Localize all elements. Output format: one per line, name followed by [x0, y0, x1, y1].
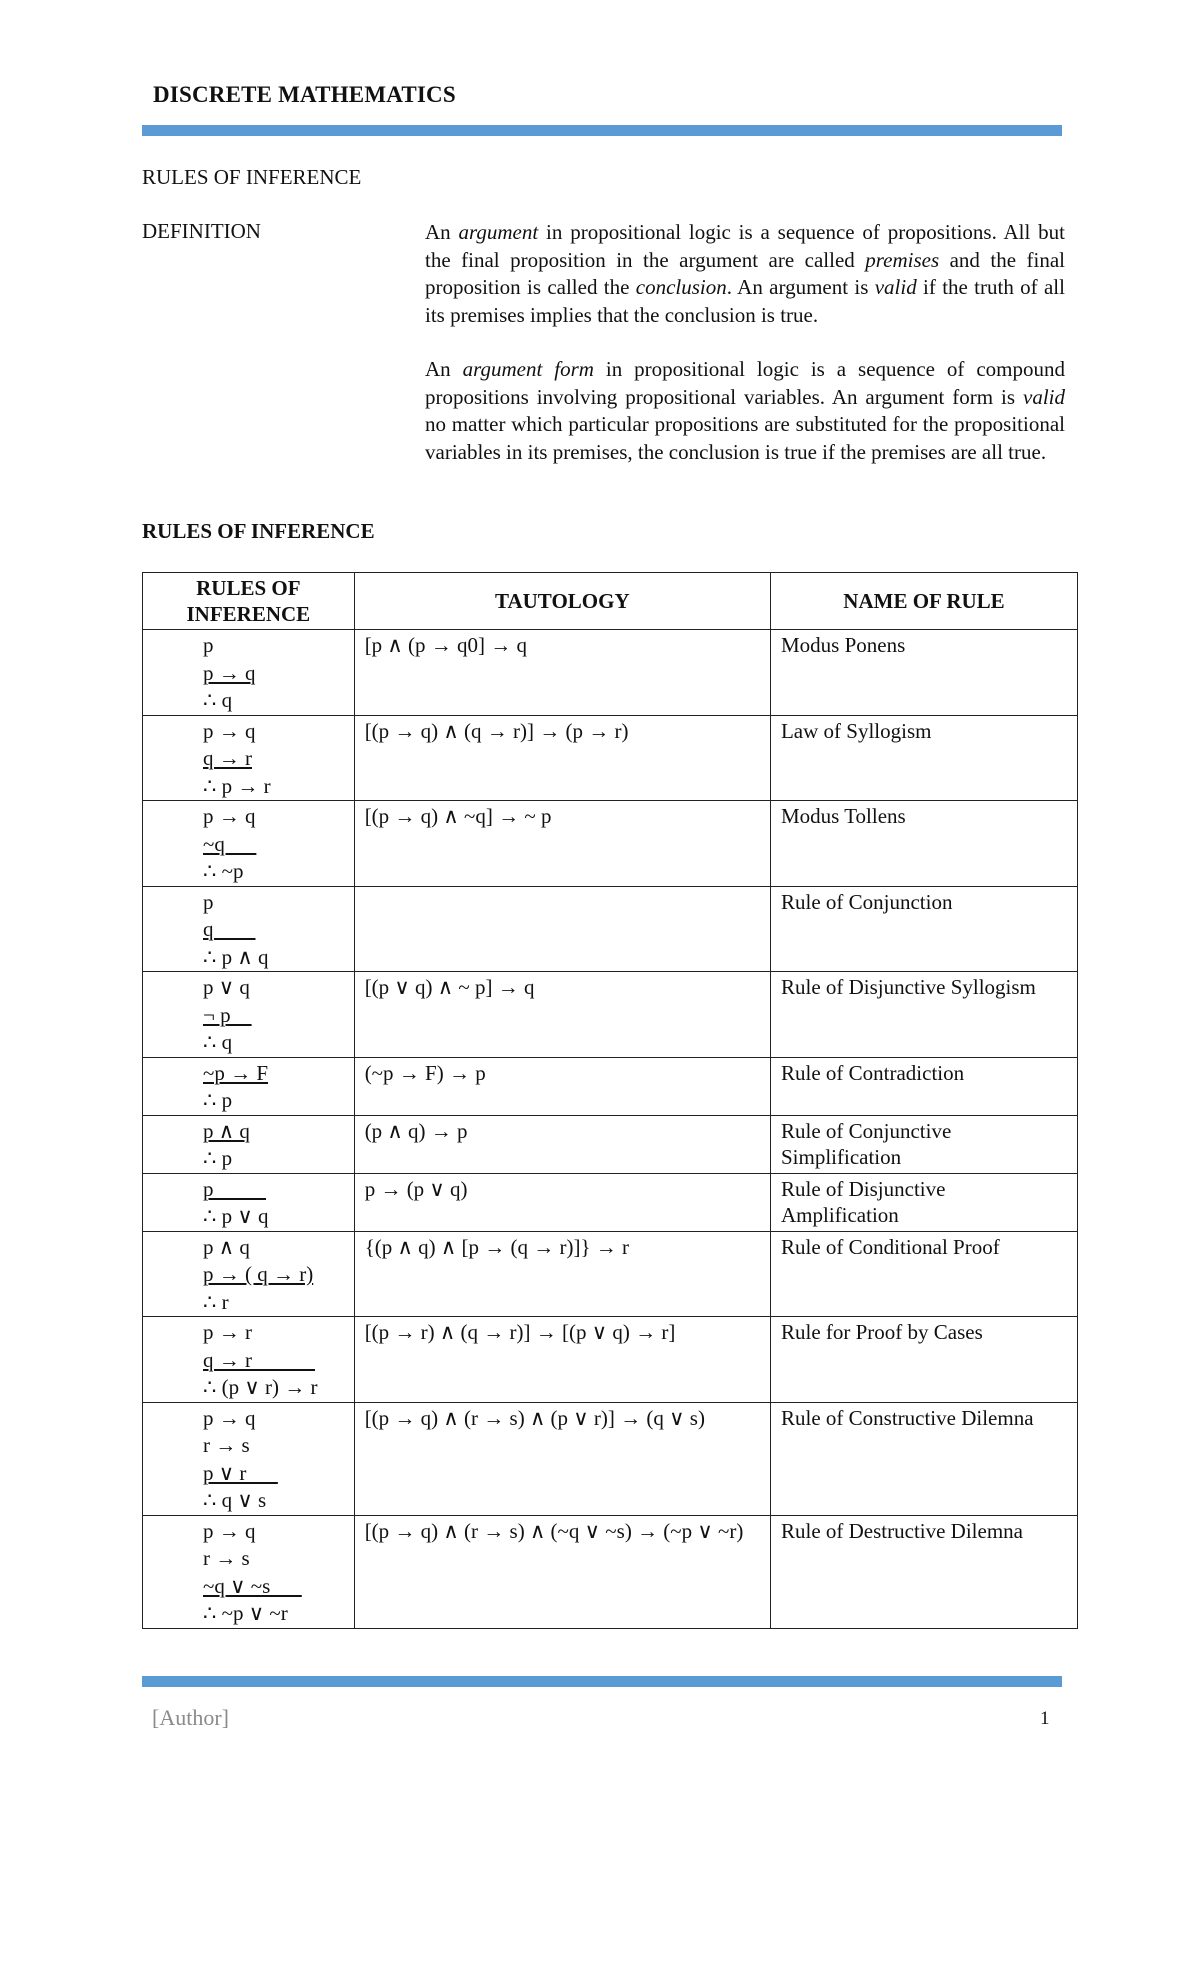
rule-form-cell — [143, 972, 355, 1058]
rule-line: r → s — [203, 1433, 250, 1457]
rule-form-cell — [143, 1115, 355, 1173]
rule-line: p → q — [203, 1405, 256, 1430]
header-name-of-rule: NAME OF RULE — [770, 573, 1077, 630]
rule-name-cell: Rule of Conjunction — [770, 886, 1077, 972]
rule-name-cell: Rule of Contradiction — [770, 1057, 1077, 1115]
section-title: RULES OF INFERENCE — [142, 165, 362, 189]
rule-line: p ∧ q — [203, 1234, 250, 1259]
table-row — [143, 886, 1078, 972]
tautology-cell: [(p → q) ∧ (r → s) ∧ (~q ∨ ~s) → (~p ∨ ~r) — [354, 1515, 770, 1628]
table-title: RULES OF INFERENCE — [142, 519, 375, 543]
rule-name-cell: Law of Syllogism — [770, 715, 1077, 801]
header-divider-bar — [142, 125, 1062, 136]
rule-line: p → q — [203, 1518, 256, 1543]
rule-line: ∴ p — [203, 1088, 233, 1112]
table-row — [143, 1231, 1078, 1317]
document-header-title: DISCRETE MATHEMATICS — [153, 82, 456, 107]
rule-line: q → r — [203, 746, 252, 770]
table-row — [143, 972, 1078, 1058]
tautology-cell: [(p → q) ∧ (q → r)] → (p → r) — [354, 715, 770, 801]
rule-line: q → r — [203, 1347, 315, 1372]
rule-line: p — [203, 1176, 266, 1201]
rule-line: p → q — [203, 804, 256, 828]
rule-line: p → r — [203, 1320, 252, 1344]
rule-line: ∴ q — [203, 1030, 233, 1054]
table-row — [143, 1317, 1078, 1403]
table-row — [143, 1057, 1078, 1115]
rule-line: ∴ ~p — [203, 859, 244, 883]
footer-divider-bar — [142, 1676, 1062, 1687]
rule-form-cell — [143, 1173, 355, 1231]
table-row — [143, 630, 1078, 716]
footer-page-number: 1 — [1040, 1708, 1050, 1729]
footer-author: [Author] — [152, 1705, 229, 1730]
definition-paragraph-argument: An argument in propositional logic is a sequence of propositions. All but the final proposition in the argument are called premises and the final proposition is called the conclusion. An argument is valid if the truth of all its premises implies that the conclusion is true. — [425, 220, 1065, 327]
rule-line: ∴ ~p ∨ ~r — [203, 1601, 288, 1625]
table-row — [143, 801, 1078, 887]
rule-name-cell: Rule of Disjunctive Amplification — [770, 1173, 1077, 1231]
rule-form-cell — [143, 1231, 355, 1317]
rule-line: ~p → F — [203, 1060, 269, 1085]
rule-name-cell: Rule of Destructive Dilemna — [770, 1515, 1077, 1628]
definition-label: DEFINITION — [142, 219, 261, 243]
rule-name-cell: Rule of Conditional Proof — [770, 1231, 1077, 1317]
tautology-cell: {(p ∧ q) ∧ [p → (q → r)]} → r — [354, 1231, 770, 1317]
tautology-cell — [354, 886, 770, 972]
rule-line: ∴ (p ∨ r) → r — [203, 1375, 318, 1399]
rule-line: p — [203, 633, 214, 657]
rule-line: p ∨ r — [203, 1460, 278, 1485]
rule-line: ∴ r — [203, 1289, 229, 1314]
tautology-cell: (~p → F) → p — [354, 1057, 770, 1115]
rule-form-cell — [143, 715, 355, 801]
rule-form-cell — [143, 1402, 355, 1515]
rule-line: p → q — [203, 660, 256, 685]
rule-line: p — [203, 889, 214, 914]
rule-name-cell: Rule of Conjunctive Simplification — [770, 1115, 1077, 1173]
table-row — [143, 1173, 1078, 1231]
rule-form-cell — [143, 886, 355, 972]
rule-line: ~q ∨ ~s — [203, 1573, 302, 1598]
rule-form-cell — [143, 1515, 355, 1628]
rule-line: r → s — [203, 1546, 250, 1570]
rule-name-cell: Rule of Disjunctive Syllogism — [770, 972, 1077, 1058]
rule-line: ∴ q ∨ s — [203, 1488, 267, 1512]
header-tautology: TAUTOLOGY — [354, 573, 770, 630]
rule-name-cell: Modus Tollens — [770, 801, 1077, 887]
rule-line: ∴ q — [203, 688, 233, 712]
rule-name-cell: Modus Ponens — [770, 630, 1077, 716]
rule-line: ∴ p ∨ q — [203, 1204, 269, 1228]
tautology-cell: [(p → q) ∧ (r → s) ∧ (p ∨ r)] → (q ∨ s) — [354, 1402, 770, 1515]
table-row — [143, 715, 1078, 801]
table-header-row — [143, 573, 1078, 630]
rule-line: p → ( q → r) — [203, 1262, 314, 1286]
rule-line: p ∨ q — [203, 975, 250, 999]
table-row — [143, 1515, 1078, 1628]
rule-line: q — [203, 917, 256, 941]
tautology-cell: (p ∧ q) → p — [354, 1115, 770, 1173]
rule-line: ~q — [203, 831, 257, 856]
rule-form-cell — [143, 1317, 355, 1403]
rule-form-cell — [143, 1057, 355, 1115]
rule-line: p ∧ q — [203, 1118, 250, 1143]
header-rules-of-inference: RULES OF INFERENCE — [143, 573, 355, 630]
tautology-cell: [(p → q) ∧ ~q] → ~ p — [354, 801, 770, 887]
rule-line: ∴ p → r — [203, 773, 271, 798]
table-row — [143, 1402, 1078, 1515]
tautology-cell: p → (p ∨ q) — [354, 1173, 770, 1231]
rules-of-inference-table — [142, 572, 1078, 1629]
rule-name-cell: Rule for Proof by Cases — [770, 1317, 1077, 1403]
rule-name-cell: Rule of Constructive Dilemna — [770, 1402, 1077, 1515]
rule-line: ∴ p — [203, 1146, 233, 1170]
definition-paragraph-argument-form: An argument form in propositional logic is a sequence of compound propositions involving propositional variables. An argument form is valid no matter which particular propositions are substituted for the propositional variables in its premises, the conclusion is true if the premises are all true. — [425, 357, 1065, 464]
definition-text — [425, 219, 1065, 493]
rule-line: p → q — [203, 718, 256, 743]
table-row — [143, 1115, 1078, 1173]
tautology-cell: [(p → r) ∧ (q → r)] → [(p ∨ q) → r] — [354, 1317, 770, 1403]
rule-line: ∴ p ∧ q — [203, 944, 269, 969]
rule-form-cell — [143, 801, 355, 887]
rule-form-cell — [143, 630, 355, 716]
tautology-cell: [(p ∨ q) ∧ ~ p] → q — [354, 972, 770, 1058]
tautology-cell: [p ∧ (p → q0] → q — [354, 630, 770, 716]
rule-line: ¬ p — [203, 1002, 252, 1027]
